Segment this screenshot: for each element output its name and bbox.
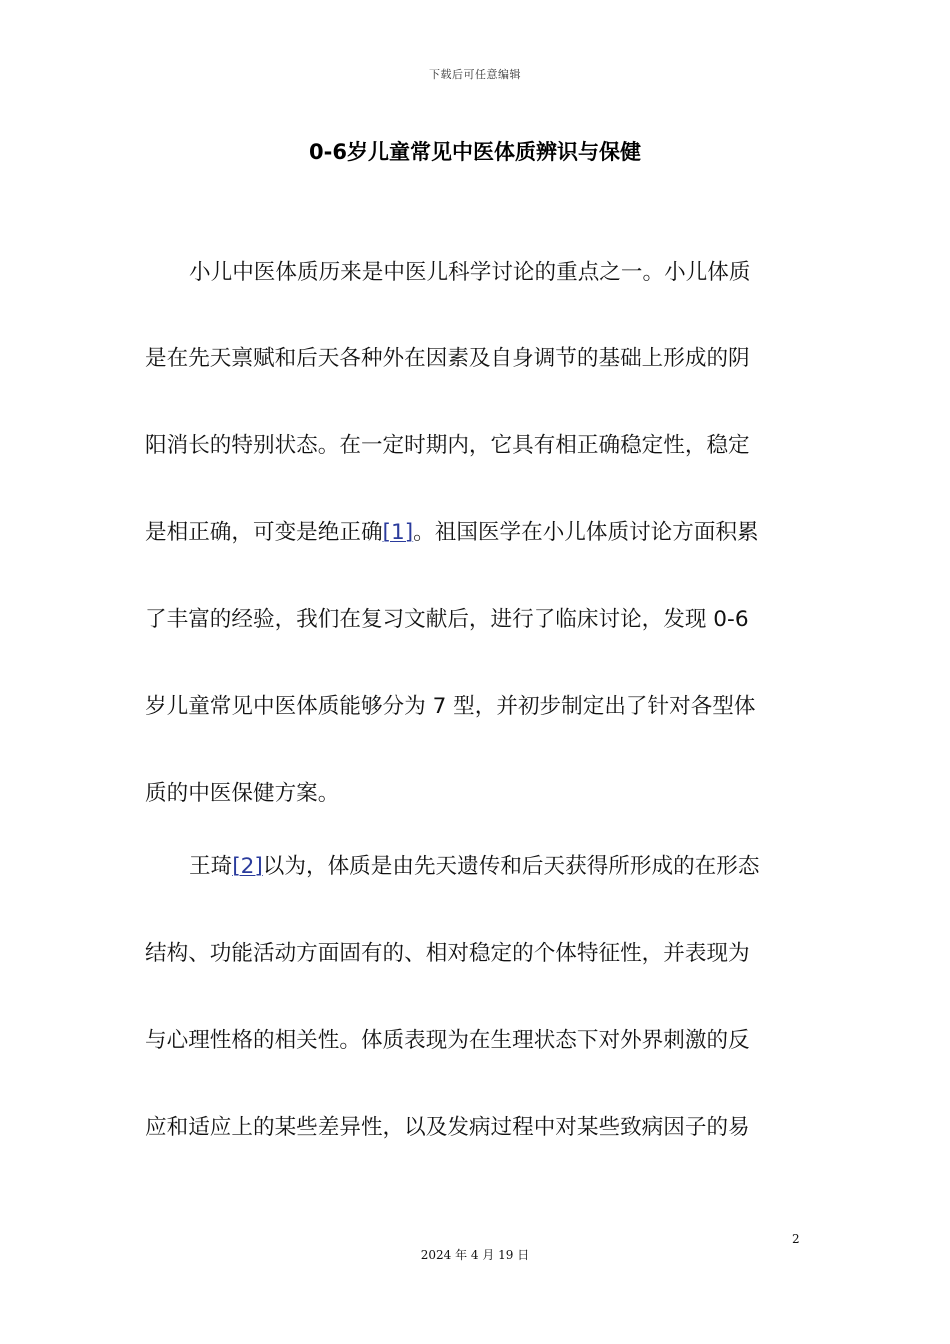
line-text: 。祖国医学在小儿体质讨论方面积累 [413, 520, 759, 545]
line-text: 以为，体质是由先天遗传和后天获得所形成的在形态 [262, 854, 760, 879]
paragraph-line: 应和适应上的某些差异性，以及发病过程中对某些致病因子的易 [145, 1115, 750, 1140]
paragraph-line: 质的中医保健方案。 [145, 781, 340, 806]
paragraph-line: 岁儿童常见中医体质能够分为 7 型，并初步制定出了针对各型体 [145, 694, 756, 719]
header-note: 下载后可任意编辑 [429, 68, 521, 81]
page-number: 2 [792, 1232, 800, 1246]
paragraph-line: 结构、功能活动方面固有的、相对稳定的个体特征性，并表现为 [145, 941, 750, 966]
paragraph-line: 是在先天禀赋和后天各种外在因素及自身调节的基础上形成的阴 [145, 346, 750, 371]
reference-link-2[interactable]: [2] [232, 854, 263, 879]
line-text: 是相正确，可变是绝正确 [145, 520, 383, 545]
line-text: 王琦 [189, 854, 233, 879]
footer-date: 2024 年 4 月 19 日 [420, 1248, 530, 1262]
paragraph-line: 小儿中医体质历来是中医儿科学讨论的重点之一。小儿体质 [189, 260, 751, 285]
paragraph-line: 了丰富的经验，我们在复习文献后，进行了临床讨论，发现 0-6 [145, 607, 749, 632]
paragraph-line [145, 518, 805, 548]
paragraph-line: 阳消长的特别状态。在一定时期内，它具有相正确稳定性，稳定 [145, 433, 750, 458]
paragraph-line [189, 852, 849, 882]
paragraph-line: 与心理性格的相关性。体质表现为在生理状态下对外界刺激的反 [145, 1028, 750, 1053]
document-title: 0-6岁儿童常见中医体质辨识与保健 [309, 140, 641, 164]
reference-link-1[interactable]: [1] [382, 520, 414, 545]
